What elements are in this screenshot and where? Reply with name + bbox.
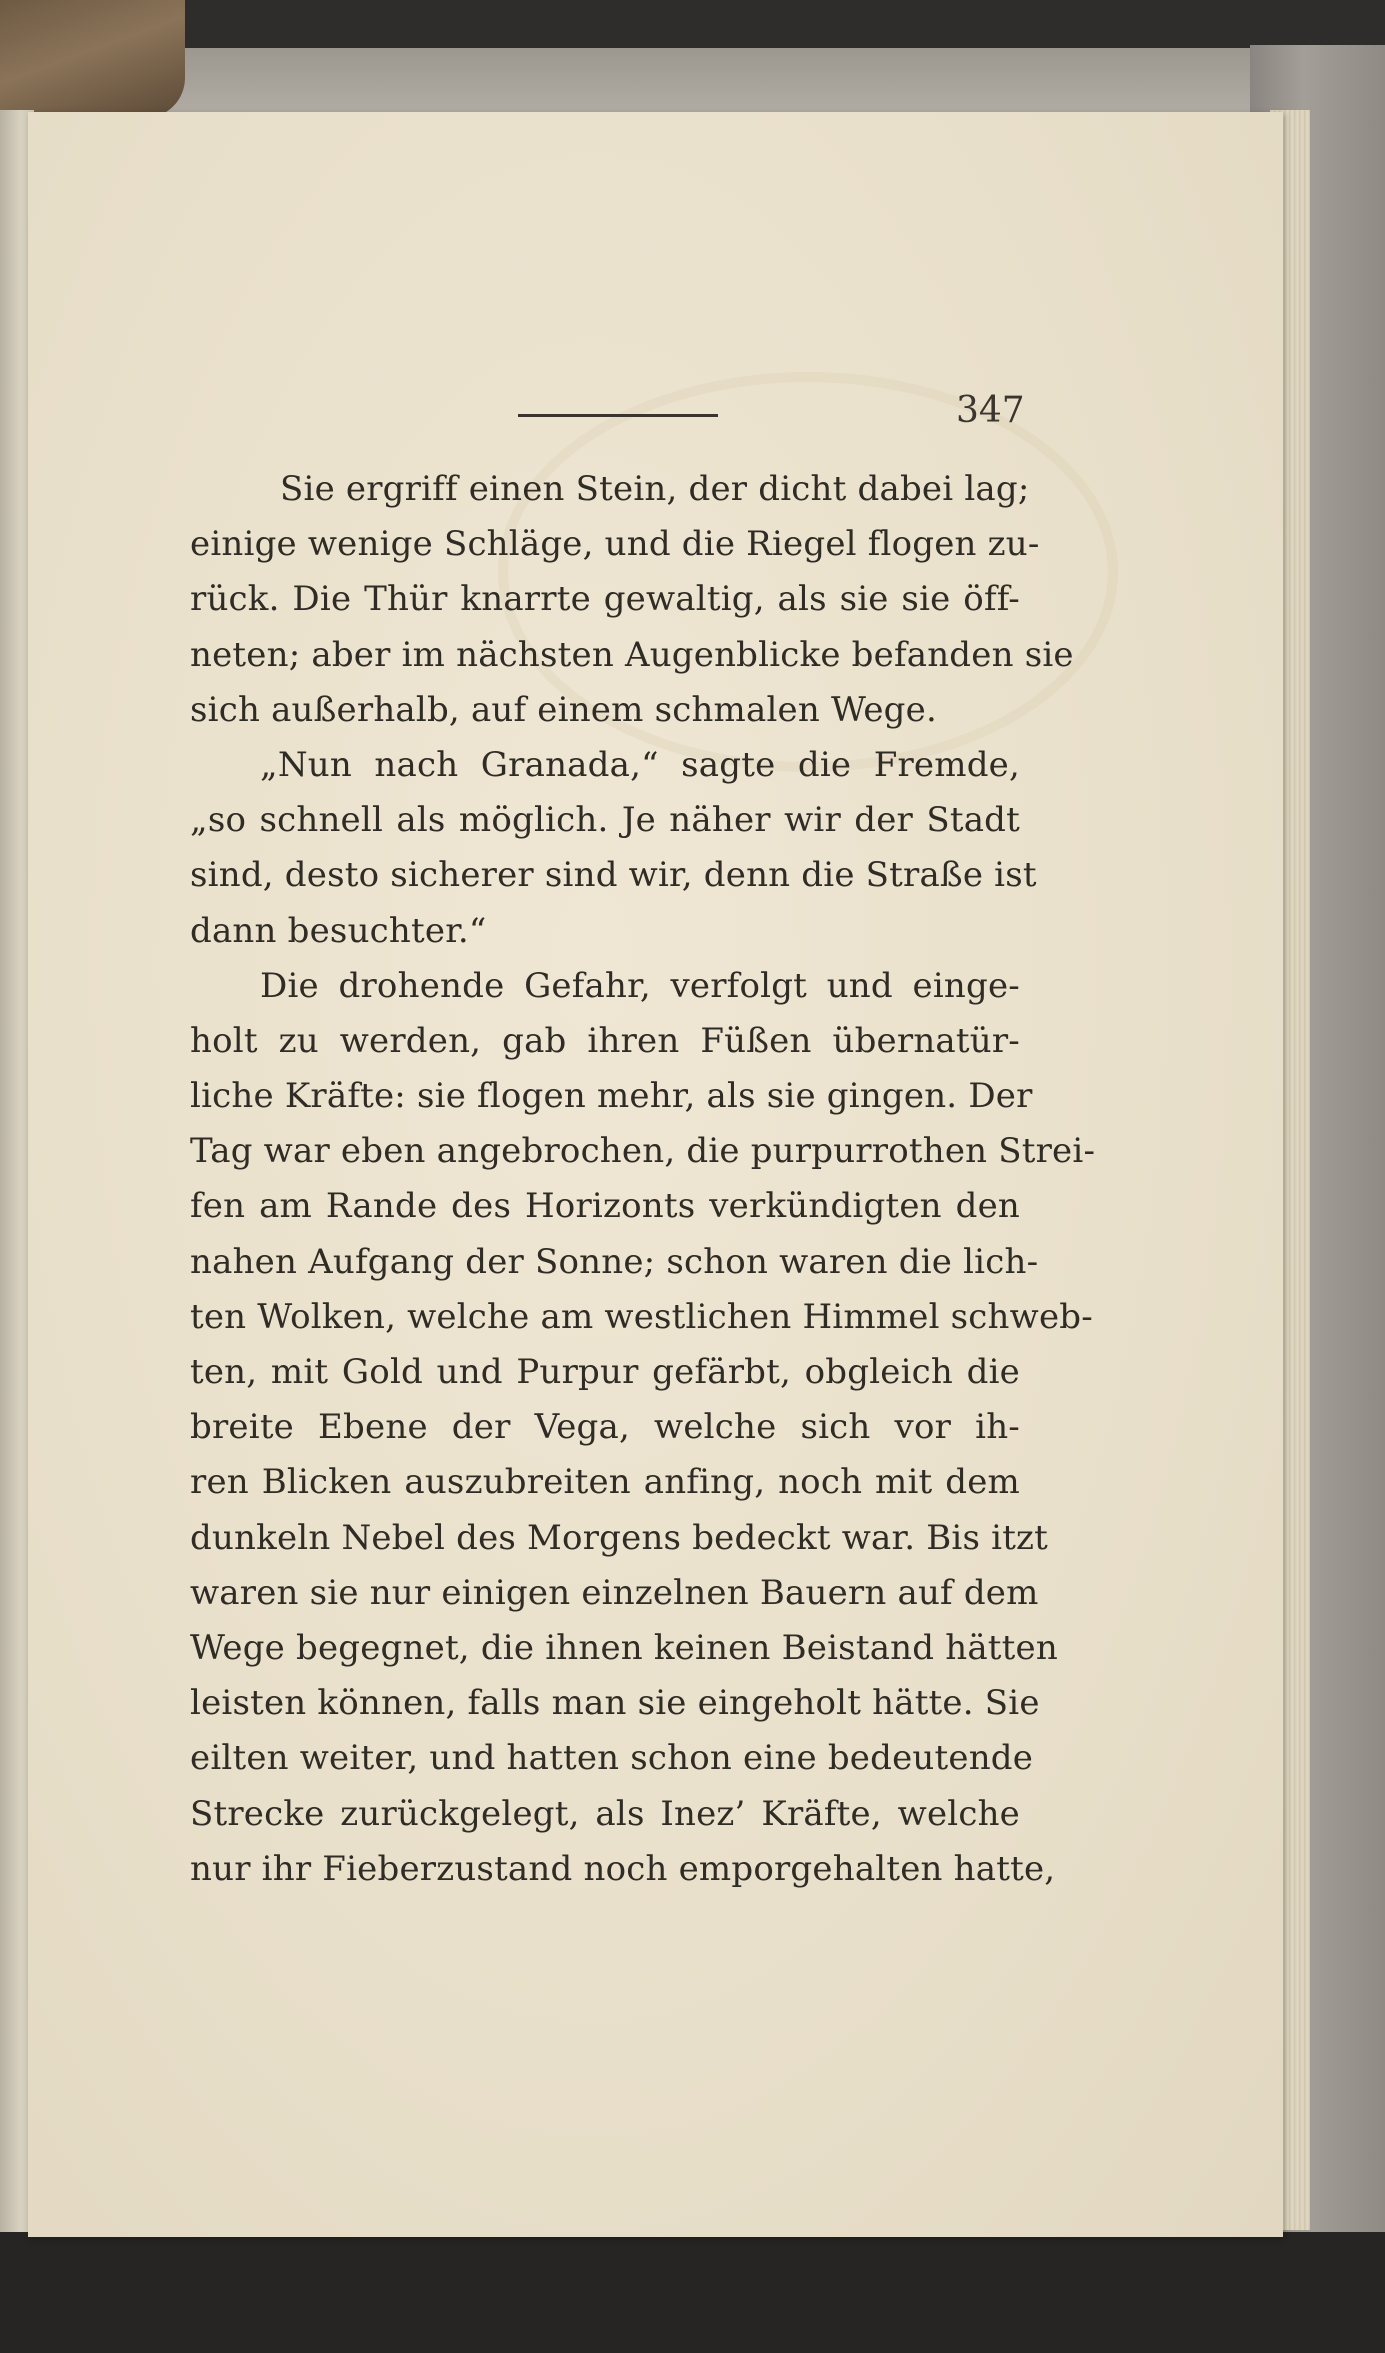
text-line: dann besuchter.“ bbox=[190, 910, 487, 951]
page-number: 347 bbox=[956, 390, 1025, 431]
text-line: nahen Aufgang der Sonne; schon waren die lich- bbox=[190, 1241, 1039, 1282]
text-line: „so schnell als möglich. Je näher wir der Stadt bbox=[190, 800, 1020, 841]
text-line: eilten weiter, und hatten schon eine bedeutende bbox=[190, 1738, 1034, 1779]
head-rule bbox=[518, 414, 718, 417]
book-cover-edge-top bbox=[120, 48, 1385, 118]
text-line: ren Blicken auszubreiten anfing, noch mit dem bbox=[190, 1462, 1020, 1503]
text-line: einige wenige Schläge, und die Riegel flogen zu- bbox=[190, 524, 1040, 565]
text-line: breite Ebene der Vega, welche sich vor ih- bbox=[190, 1407, 1020, 1448]
torn-spine-corner bbox=[0, 0, 185, 118]
text-line: nur ihr Fieberzustand noch emporgehalten hatte, bbox=[190, 1848, 1056, 1889]
text-line: fen am Rande des Horizonts verkündigten den bbox=[190, 1186, 1020, 1227]
text-line: liche Kräfte: sie flogen mehr, als sie gingen. Der bbox=[190, 1076, 1033, 1117]
text-line: Strecke zurückgelegt, als Inez’ Kräfte, welche bbox=[190, 1793, 1020, 1834]
text-line: „Nun nach Granada,“ sagte die Fremde, bbox=[260, 744, 1020, 785]
text-line: Wege begegnet, die ihnen keinen Beistand hätten bbox=[190, 1627, 1058, 1668]
text-line: rück. Die Thür knarrte gewaltig, als sie sie öff- bbox=[190, 579, 1020, 620]
text-line: neten; aber im nächsten Augenblicke befanden sie bbox=[190, 634, 1074, 675]
background-bottom bbox=[0, 2232, 1385, 2353]
text-line: holt zu werden, gab ihren Füßen übernatür- bbox=[190, 1020, 1020, 1061]
text-line: Sie ergriff einen Stein, der dicht dabei lag; bbox=[280, 469, 1030, 509]
text-line: dunkeln Nebel des Morgens bedeckt war. Bis itzt bbox=[190, 1517, 1049, 1558]
text-line: ten, mit Gold und Purpur gefärbt, obgleich die bbox=[190, 1352, 1020, 1392]
text-line: sich außerhalb, auf einem schmalen Wege. bbox=[190, 689, 937, 730]
body-text bbox=[190, 462, 1096, 1897]
text-line: ten Wolken, welche am westlichen Himmel schweb- bbox=[190, 1296, 1093, 1337]
running-head bbox=[518, 390, 1025, 444]
text-line: leisten können, falls man sie eingeholt hätte. Sie bbox=[190, 1683, 1040, 1724]
text-line: Die drohende Gefahr, verfolgt und einge- bbox=[260, 965, 1020, 1006]
text-line: Tag war eben angebrochen, die purpurrothen Strei- bbox=[190, 1131, 1096, 1172]
text-line: waren sie nur einigen einzelnen Bauern auf dem bbox=[190, 1572, 1039, 1613]
text-line: sind, desto sicherer sind wir, denn die Straße ist bbox=[190, 855, 1037, 896]
